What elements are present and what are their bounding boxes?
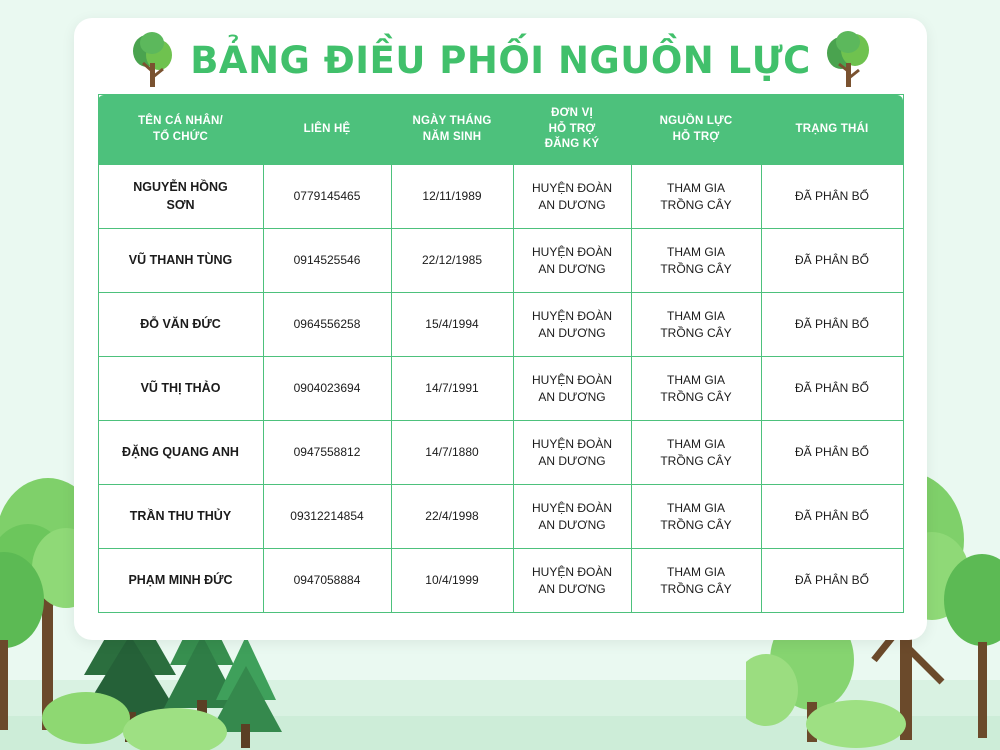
column-header-dob: NGÀY THÁNG NĂM SINH: [391, 95, 513, 165]
cell-name: ĐẶNG QUANG ANH: [98, 421, 263, 485]
cell-unit: HUYỆN ĐOÀN AN DƯƠNG: [513, 549, 631, 613]
cell-resource: THAM GIA TRỒNG CÂY: [631, 165, 761, 229]
cell-status: ĐÃ PHÂN BỔ: [761, 357, 903, 421]
cell-dob: 10/4/1999: [391, 549, 513, 613]
table-row: [98, 485, 903, 549]
table-row: [98, 421, 903, 485]
column-header-contact: LIÊN HỆ: [263, 95, 391, 165]
cell-dob: 14/7/1991: [391, 357, 513, 421]
title-right-tree: [825, 31, 871, 89]
table-row: [98, 293, 903, 357]
cell-unit: HUYỆN ĐOÀN AN DƯƠNG: [513, 165, 631, 229]
title-row: [74, 18, 927, 94]
cell-contact: 0779145465: [263, 165, 391, 229]
cell-dob: 15/4/1994: [391, 293, 513, 357]
cell-resource: THAM GIA TRỒNG CÂY: [631, 421, 761, 485]
cell-status: ĐÃ PHÂN BỔ: [761, 293, 903, 357]
page-title: BẢNG ĐIỀU PHỐI NGUỒN LỰC: [190, 38, 811, 82]
cell-resource: THAM GIA TRỒNG CÂY: [631, 293, 761, 357]
resource-table-card: [74, 18, 927, 640]
cell-status: ĐÃ PHÂN BỔ: [761, 421, 903, 485]
cell-status: ĐÃ PHÂN BỔ: [761, 485, 903, 549]
cell-name: VŨ THỊ THẢO: [98, 357, 263, 421]
column-header-name: TÊN CÁ NHÂN/ TỔ CHỨC: [98, 95, 263, 165]
cell-resource: THAM GIA TRỒNG CÂY: [631, 549, 761, 613]
cell-contact: 0964556258: [263, 293, 391, 357]
cell-status: ĐÃ PHÂN BỔ: [761, 165, 903, 229]
cell-name: PHẠM MINH ĐỨC: [98, 549, 263, 613]
tree-icon: [825, 31, 871, 89]
cell-resource: THAM GIA TRỒNG CÂY: [631, 485, 761, 549]
cell-unit: HUYỆN ĐOÀN AN DƯƠNG: [513, 293, 631, 357]
cell-dob: 12/11/1989: [391, 165, 513, 229]
table-header-row: [98, 95, 903, 165]
table-row: [98, 229, 903, 293]
cell-contact: 0947558812: [263, 421, 391, 485]
cell-unit: HUYỆN ĐOÀN AN DƯƠNG: [513, 421, 631, 485]
tree-icon: [130, 31, 176, 89]
cell-name: NGUYỄN HỒNG SƠN: [98, 165, 263, 229]
cell-unit: HUYỆN ĐOÀN AN DƯƠNG: [513, 229, 631, 293]
column-header-status: TRẠNG THÁI: [761, 95, 903, 165]
table-row: [98, 165, 903, 229]
cell-name: ĐỖ VĂN ĐỨC: [98, 293, 263, 357]
cell-name: VŨ THANH TÙNG: [98, 229, 263, 293]
cell-resource: THAM GIA TRỒNG CÂY: [631, 357, 761, 421]
cell-resource: THAM GIA TRỒNG CÂY: [631, 229, 761, 293]
cell-dob: 22/12/1985: [391, 229, 513, 293]
cell-unit: HUYỆN ĐOÀN AN DƯƠNG: [513, 357, 631, 421]
cell-dob: 14/7/1880: [391, 421, 513, 485]
table-row: [98, 357, 903, 421]
cell-contact: 09312214854: [263, 485, 391, 549]
cell-contact: 0914525546: [263, 229, 391, 293]
title-left-tree: [130, 31, 176, 89]
cell-dob: 22/4/1998: [391, 485, 513, 549]
cell-status: ĐÃ PHÂN BỔ: [761, 549, 903, 613]
column-header-resource: NGUỒN LỰC HỖ TRỢ: [631, 95, 761, 165]
cell-contact: 0947058884: [263, 549, 391, 613]
column-header-unit: ĐƠN VỊ HỖ TRỢ ĐĂNG KÝ: [513, 95, 631, 165]
cell-contact: 0904023694: [263, 357, 391, 421]
table-row: [98, 549, 903, 613]
resource-allocation-table: [98, 94, 904, 613]
cell-unit: HUYỆN ĐOÀN AN DƯƠNG: [513, 485, 631, 549]
cell-status: ĐÃ PHÂN BỔ: [761, 229, 903, 293]
cell-name: TRẦN THU THỦY: [98, 485, 263, 549]
